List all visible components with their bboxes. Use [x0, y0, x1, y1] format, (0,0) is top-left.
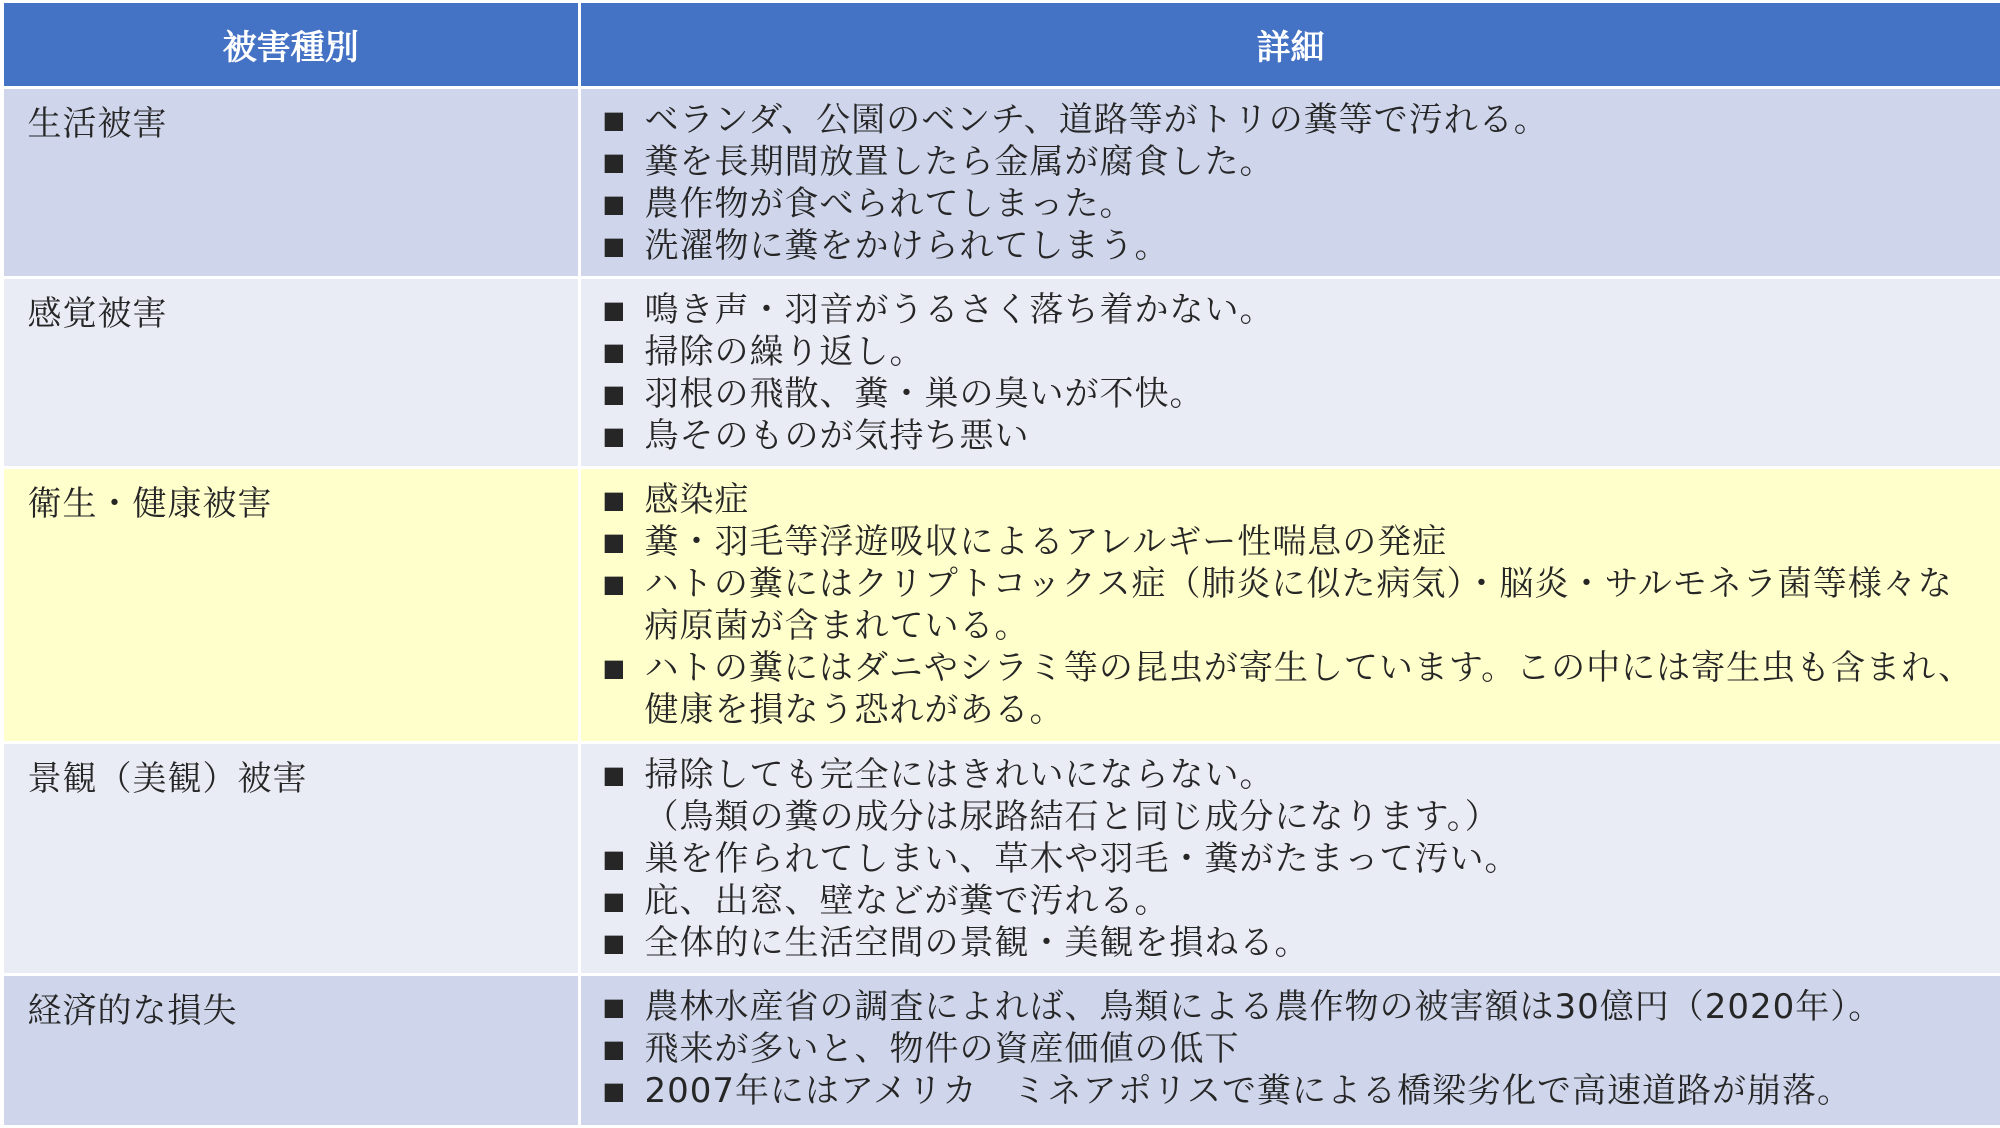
- list-item: [603, 1028, 1981, 1070]
- square-bullet-icon: ■: [603, 880, 645, 922]
- category-label: 感覚被害: [4, 279, 578, 335]
- item-note: （鳥類の糞の成分は尿路結石と同じ成分になります。）: [645, 796, 1981, 838]
- table-row: [2, 278, 2000, 468]
- table-row: [2, 743, 2000, 975]
- item-main-text: 掃除しても完全にはきれいにならない。: [645, 755, 1275, 795]
- square-bullet-icon: ■: [603, 521, 645, 563]
- detail-list: [581, 469, 2000, 731]
- header-details: 詳細: [579, 2, 2000, 88]
- category-label: 景観（美観）被害: [4, 744, 578, 800]
- item-text: 全体的に生活空間の景観・美観を損ねる。: [645, 922, 1981, 964]
- square-bullet-icon: ■: [603, 754, 645, 838]
- category-label: 経済的な損失: [4, 976, 578, 1032]
- category-cell: [2, 278, 579, 468]
- category-cell: [2, 743, 579, 975]
- detail-list: [581, 89, 2000, 267]
- detail-list: [581, 744, 2000, 964]
- list-item: [603, 225, 1981, 267]
- item-text: 糞・羽毛等浮遊吸収によるアレルギー性喘息の発症: [645, 521, 1981, 563]
- square-bullet-icon: ■: [603, 1028, 645, 1070]
- list-item: [603, 289, 1981, 331]
- square-bullet-icon: ■: [603, 563, 645, 647]
- list-item: [603, 183, 1981, 225]
- square-bullet-icon: ■: [603, 986, 645, 1028]
- square-bullet-icon: ■: [603, 289, 645, 331]
- header-damage-type: 被害種別: [2, 2, 579, 88]
- list-item: [603, 838, 1981, 880]
- category-cell: [2, 468, 579, 743]
- item-text: 農作物が食べられてしまった。: [645, 183, 1981, 225]
- detail-list: [581, 976, 2000, 1112]
- list-item: [603, 922, 1981, 964]
- square-bullet-icon: ■: [603, 99, 645, 141]
- square-bullet-icon: ■: [603, 647, 645, 731]
- list-item: [603, 99, 1981, 141]
- item-text: 掃除の繰り返し。: [645, 331, 1981, 373]
- details-cell: [579, 743, 2000, 975]
- list-item: [603, 479, 1981, 521]
- list-item: [603, 563, 1981, 647]
- list-item: [603, 141, 1981, 183]
- item-text: ハトの糞にはダニやシラミ等の昆虫が寄生しています。この中には寄生虫も含まれ、健康を損なう恐れがある。: [645, 647, 1981, 731]
- details-cell: [579, 468, 2000, 743]
- item-text: 飛来が多いと、物件の資産価値の低下: [645, 1028, 1981, 1070]
- square-bullet-icon: ■: [603, 373, 645, 415]
- table-row-highlighted: [2, 468, 2000, 743]
- list-item: [603, 331, 1981, 373]
- category-label: 生活被害: [4, 89, 578, 145]
- item-text: 2007年にはアメリカ ミネアポリスで糞による橋梁劣化で高速道路が崩落。: [645, 1070, 1981, 1112]
- item-text: 巣を作られてしまい、草木や羽毛・糞がたまって汚い。: [645, 838, 1981, 880]
- square-bullet-icon: ■: [603, 415, 645, 457]
- item-text: 鳴き声・羽音がうるさく落ち着かない。: [645, 289, 1981, 331]
- item-text: 感染症: [645, 479, 1981, 521]
- list-item: [603, 415, 1981, 457]
- table-header-row: [2, 2, 2000, 88]
- square-bullet-icon: ■: [603, 838, 645, 880]
- list-item: [603, 373, 1981, 415]
- item-text: ハトの糞にはクリプトコックス症（肺炎に似た病気）・脳炎・サルモネラ菌等様々な病原菌が含まれている。: [645, 563, 1981, 647]
- list-item: [603, 986, 1981, 1028]
- list-item: [603, 880, 1981, 922]
- table-row: [2, 88, 2000, 278]
- square-bullet-icon: ■: [603, 922, 645, 964]
- item-text: [645, 754, 1981, 838]
- square-bullet-icon: ■: [603, 183, 645, 225]
- table-row: [2, 975, 2000, 1127]
- category-cell: [2, 88, 579, 278]
- square-bullet-icon: ■: [603, 331, 645, 373]
- item-text: 洗濯物に糞をかけられてしまう。: [645, 225, 1981, 267]
- item-text: 鳥そのものが気持ち悪い: [645, 415, 1981, 457]
- details-cell: [579, 975, 2000, 1127]
- square-bullet-icon: ■: [603, 1070, 645, 1112]
- item-text: 糞を長期間放置したら金属が腐食した。: [645, 141, 1981, 183]
- list-item: [603, 647, 1981, 731]
- details-cell: [579, 278, 2000, 468]
- details-cell: [579, 88, 2000, 278]
- item-text: 羽根の飛散、糞・巣の臭いが不快。: [645, 373, 1981, 415]
- list-item: [603, 521, 1981, 563]
- square-bullet-icon: ■: [603, 141, 645, 183]
- category-label: 衛生・健康被害: [4, 469, 578, 525]
- square-bullet-icon: ■: [603, 479, 645, 521]
- item-text: 庇、出窓、壁などが糞で汚れる。: [645, 880, 1981, 922]
- list-item: [603, 754, 1981, 838]
- item-text: 農林水産省の調査によれば、鳥類による農作物の被害額は30億円（2020年）。: [645, 986, 1981, 1028]
- item-text: ベランダ、公園のベンチ、道路等がトリの糞等で汚れる。: [645, 99, 1981, 141]
- square-bullet-icon: ■: [603, 225, 645, 267]
- category-cell: [2, 975, 579, 1127]
- detail-list: [581, 279, 2000, 457]
- list-item: [603, 1070, 1981, 1112]
